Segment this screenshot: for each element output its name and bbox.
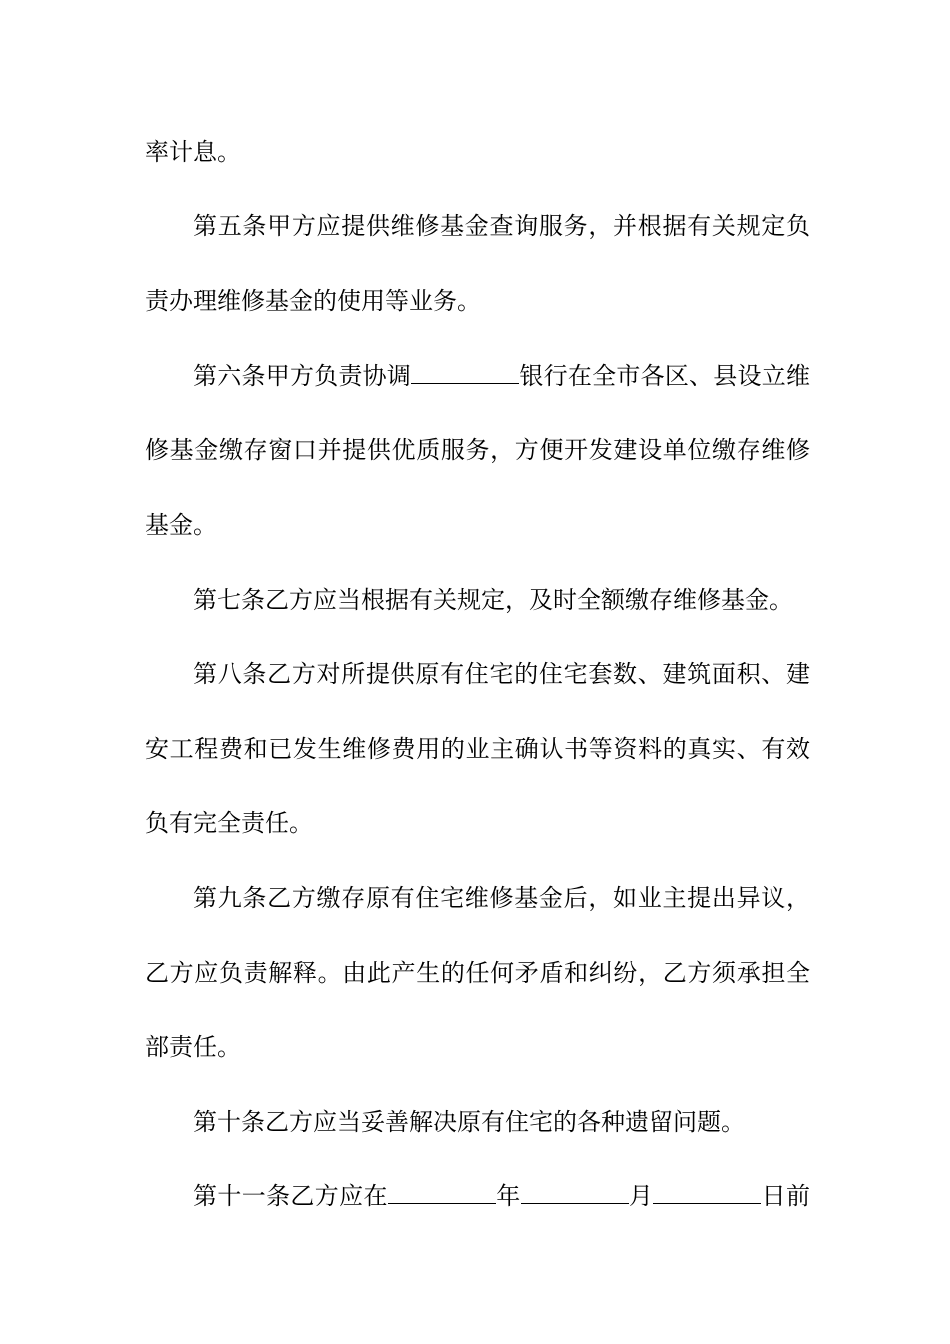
clause-11-line-1: [193, 1181, 810, 1211]
clause-6-line-3: 基金。: [145, 511, 217, 539]
clause-6-text-b: 银行在全市各区、县设立维: [519, 362, 811, 390]
bank-name-blank: [411, 361, 519, 384]
year-label: 年: [495, 1182, 521, 1210]
clause-6-line-1: [193, 361, 810, 391]
clause-8-line-2: 安工程费和已发生维修费用的业主确认书等资料的真实、有效: [145, 735, 810, 763]
clause-7-line-1: 第七条乙方应当根据有关规定，及时全额缴存维修基金。: [193, 586, 793, 614]
clause-5-line-2: 责办理维修基金的使用等业务。: [145, 287, 481, 315]
clause-6-text-a: 第六条甲方负责协调: [193, 362, 412, 390]
day-label: 日前: [761, 1182, 811, 1210]
month-label: 月: [628, 1182, 654, 1210]
month-blank: [521, 1181, 629, 1204]
day-blank: [653, 1181, 761, 1204]
clause-10-line-1: 第十条乙方应当妥善解决原有住宅的各种遗留问题。: [193, 1108, 745, 1136]
clause-9-line-1: 第九条乙方缴存原有住宅维修基金后，如业主提出异议，: [193, 884, 810, 912]
clause-6-line-2: 修基金缴存窗口并提供优质服务，方便开发建设单位缴存维修: [145, 436, 810, 464]
clause-8-line-1: 第八条乙方对所提供原有住宅的住宅套数、建筑面积、建: [193, 660, 810, 688]
clause-5-line-1: 第五条甲方应提供维修基金查询服务，并根据有关规定负: [193, 212, 810, 240]
clause-11-text-a: 第十一条乙方应在: [193, 1182, 388, 1210]
year-blank: [388, 1181, 496, 1204]
clause-9-line-3: 部责任。: [145, 1033, 241, 1061]
clause-9-line-2: 乙方应负责解释。由此产生的任何矛盾和纠纷，乙方须承担全: [145, 959, 810, 987]
clause-8-line-3: 负有完全责任。: [145, 809, 313, 837]
text-line: 率计息。: [145, 138, 241, 166]
